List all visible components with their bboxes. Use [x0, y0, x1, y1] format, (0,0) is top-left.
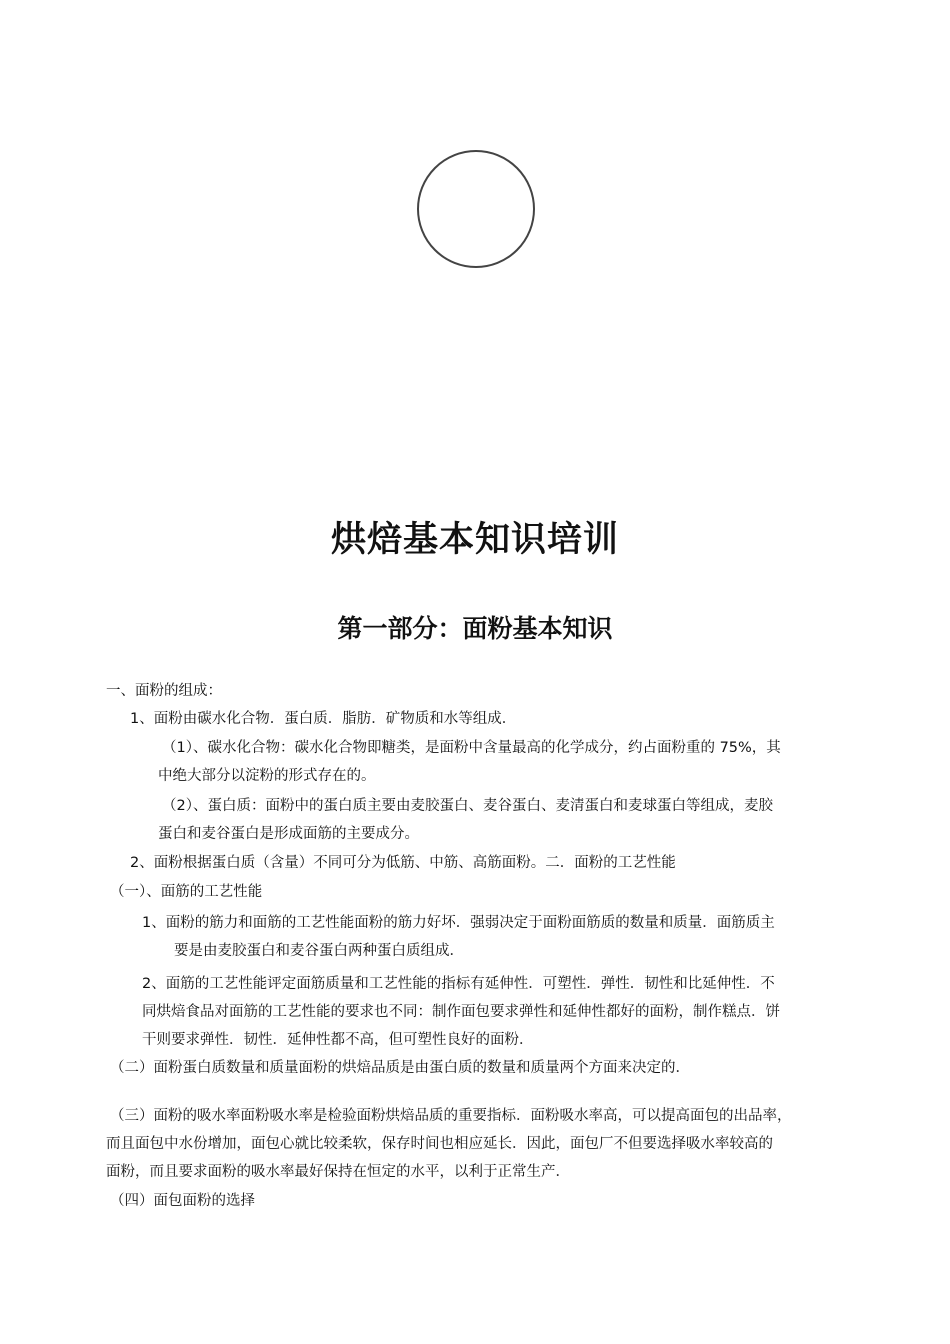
document-title: 烘焙基本知识培训	[330, 520, 619, 560]
heading-gluten: （一）、面筋的工艺性能	[110, 884, 263, 900]
paragraph-line: 蛋白和麦谷蛋白是形成面筋的主要成分。	[158, 826, 419, 842]
paragraph-line: 面粉，而且要求面粉的吸水率最好保持在恒定的水平，以利于正常生产．	[106, 1164, 570, 1180]
paragraph-line: （三）面粉的吸水率面粉吸水率是检验面粉烘焙品质的重要指标．面粉吸水率高，可以提高面包的出品率，	[110, 1108, 792, 1124]
paragraph-line: 1、面粉由碳水化合物．蛋白质．脂肪．矿物质和水等组成．	[130, 711, 517, 727]
paragraph-line: （1）、碳水化合物：碳水化合物即糖类，是面粉中含量最高的化学成分，约占面粉重的 75%，其	[162, 740, 781, 756]
paragraph-line: （2）、蛋白质：面粉中的蛋白质主要由麦胶蛋白、麦谷蛋白、麦清蛋白和麦球蛋白等组成，麦胶	[162, 798, 773, 814]
paragraph-line: 1、面粉的筋力和面筋的工艺性能面粉的筋力好坏．强弱决定于面粉面筋质的数量和质量．面筋质主	[142, 915, 775, 931]
heading-selection: （四）面包面粉的选择	[110, 1193, 255, 1209]
emblem-circle	[417, 150, 535, 268]
paragraph-line: 中绝大部分以淀粉的形式存在的。	[158, 768, 376, 784]
paragraph-line: 同烘焙食品对面筋的工艺性能的要求也不同：制作面包要求弹性和延伸性都好的面粉，制作糕点．饼	[142, 1004, 780, 1020]
section-title: 第一部分：面粉基本知识	[337, 614, 613, 643]
heading-protein: （二）面粉蛋白质数量和质量面粉的烘焙品质是由蛋白质的数量和质量两个方面来决定的．	[110, 1060, 690, 1076]
paragraph-line: 而且面包中水份增加，面包心就比较柔软，保存时间也相应延长．因此，面包厂不但要选择吸水率较高的	[106, 1136, 773, 1152]
paragraph-line: 干则要求弹性．韧性．延伸性都不高，但可塑性良好的面粉．	[142, 1032, 534, 1048]
heading-composition: 一、面粉的组成：	[106, 683, 222, 699]
paragraph-line: 2、面粉根据蛋白质（含量）不同可分为低筋、中筋、高筋面粉。二．面粉的工艺性能	[130, 855, 676, 871]
paragraph-line: 2、面筋的工艺性能评定面筋质量和工艺性能的指标有延伸性．可塑性．弹性．韧性和比延伸性．不	[142, 976, 775, 992]
paragraph-line: 要是由麦胶蛋白和麦谷蛋白两种蛋白质组成．	[174, 943, 464, 959]
